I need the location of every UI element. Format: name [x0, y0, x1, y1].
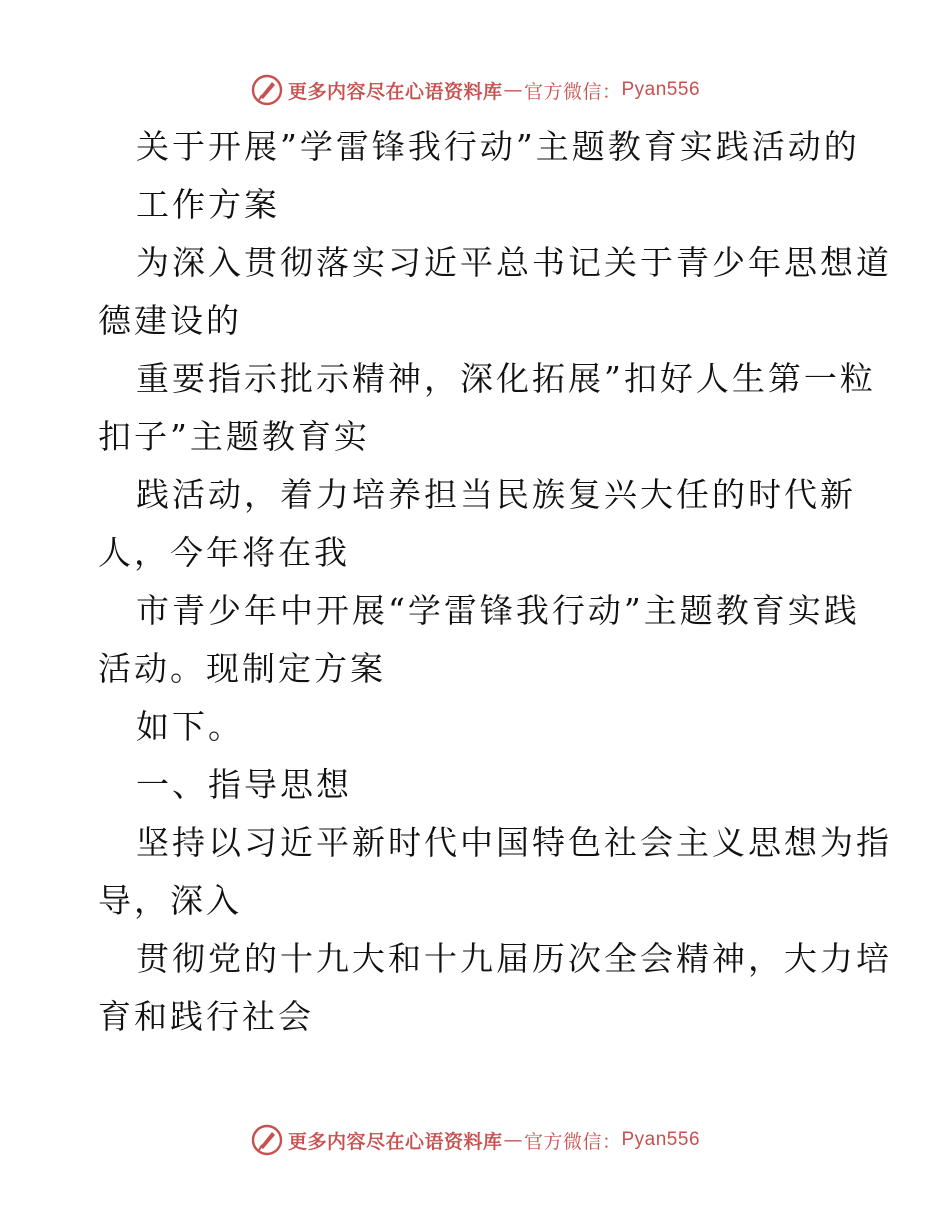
quill-logo-icon [250, 73, 284, 107]
watermark-text: 更多内容尽在心语资料库 [287, 80, 503, 103]
doc-line: 如下。 [136, 707, 244, 746]
doc-line: 德建设的 [98, 301, 242, 340]
document-body [0, 118, 950, 1046]
header-watermark [0, 70, 950, 110]
doc-line: 市青少年中开展“学雷锋我行动”主题教育实践 [136, 591, 860, 630]
doc-line: 人，今年将在我 [98, 533, 350, 572]
section-heading: 一、指导思想 [136, 765, 352, 804]
doc-line: 工作方案 [136, 185, 280, 224]
doc-line: 坚持以习近平新时代中国特色社会主义思想为指 [136, 823, 892, 862]
doc-line: 重要指示批示精神，深化拓展”扣好人生第一粒 [136, 359, 876, 398]
doc-line: 为深入贯彻落实习近平总书记关于青少年思想道 [136, 243, 892, 282]
wechat-id: Pyan556 [621, 79, 701, 100]
doc-line: 育和践行社会 [98, 997, 314, 1036]
doc-line: 践活动，着力培养担当民族复兴大任的时代新 [136, 475, 856, 514]
doc-line: 关于开展”学雷锋我行动”主题教育实践活动的 [136, 127, 860, 166]
watermark-separator: — [503, 1129, 523, 1151]
doc-line: 活动。现制定方案 [98, 649, 386, 688]
quill-logo-icon [250, 1123, 284, 1157]
watermark-text: 更多内容尽在心语资料库 [287, 1130, 503, 1153]
wechat-label: 官方微信： [523, 1130, 622, 1153]
doc-line: 扣子”主题教育实 [98, 417, 370, 456]
wechat-label: 官方微信： [523, 80, 622, 103]
doc-line: 导，深入 [98, 881, 242, 920]
doc-line: 贯彻党的十九大和十九届历次全会精神，大力培 [136, 939, 892, 978]
wechat-id: Pyan556 [621, 1129, 701, 1150]
footer-watermark [0, 1120, 950, 1160]
watermark-separator: — [503, 79, 523, 101]
